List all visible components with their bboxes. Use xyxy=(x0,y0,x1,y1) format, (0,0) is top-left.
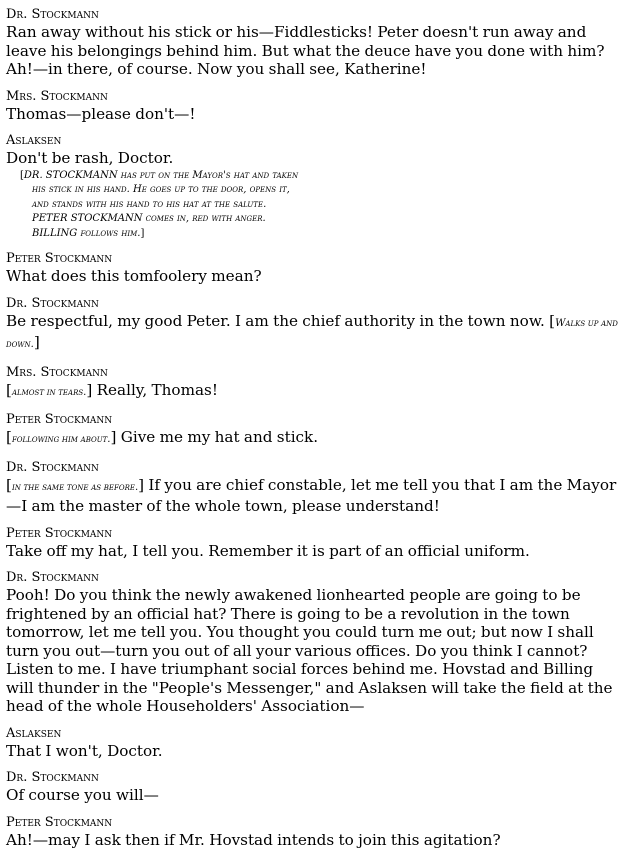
dialogue-line xyxy=(6,786,624,805)
dialogue-line xyxy=(6,23,624,79)
dialogue-text: Pooh! Do you think the newly awakened lionhearted people are going to be frightened by an official hat? There is going to be a revolution in the town tomorrow, let me tell you. You thought you could turn me out; but now I shall turn you out—turn you out of all your various offices. Do you think I cannot? Listen to me. I have triumphant social forces behind me. Hovstad and Billing will thunder in the "People's Messenger," and Aslaksen will take the field at the head of the whole Householders' Association— xyxy=(6,586,612,715)
inline-stage-direction: Walks up and down. xyxy=(6,318,618,351)
dialogue-line xyxy=(6,542,624,561)
dialogue-text: Thomas—please don't—! xyxy=(6,105,195,123)
dialogue-text: Take off my hat, I tell you. Remember it is part of an official uniform. xyxy=(6,542,530,560)
dialogue-text: Ah!—may I ask then if Mr. Hovstad intends to join this agitation? xyxy=(6,831,501,849)
dialogue-text: Of course you will— xyxy=(6,786,159,804)
inline-stage-direction: in the same tone as before. xyxy=(12,482,138,493)
dialogue-line: [in the same tone as before.] If you are chief constable, let me tell you that I am the Mayor—I am the master of the whole town, please understand! xyxy=(6,476,624,516)
speaker-name: Dr. Stockmann xyxy=(6,295,624,312)
dialogue-text: Be respectful, my good Peter. I am the chief authority in the town now. xyxy=(6,312,545,330)
speaker-name: Dr. Stockmann xyxy=(6,569,624,586)
speaker-name: Mrs. Stockmann xyxy=(6,364,624,381)
dialogue-block xyxy=(6,132,624,241)
dialogue-text: If you are chief constable, let me tell you that I am the Mayor—I am the master of the whole town, please understand! xyxy=(6,476,616,516)
dialogue-line xyxy=(6,586,624,716)
dialogue-block xyxy=(6,411,624,450)
dialogue-block xyxy=(6,364,624,403)
stage-direction-line: and stands with his hand to his hat at the salute. xyxy=(32,199,266,210)
speaker-name: Mrs. Stockmann xyxy=(6,88,624,105)
speaker-name: Dr. Stockmann xyxy=(6,459,624,476)
dialogue-block xyxy=(6,814,624,849)
dialogue-block xyxy=(6,725,624,761)
dialogue-text: Give me my hat and stick. xyxy=(121,428,318,446)
speaker-name: Peter Stockmann xyxy=(6,814,624,831)
stage-direction-block: [DR. STOCKMANN has put on the Mayor's hat and taken his stick in his hand. He goes up to the door, opens it, and stands with his hand to his hat at the salute. PETER STOCKMANN comes in, red with anger. BILLING follows him.] xyxy=(20,169,624,242)
dialogue-line xyxy=(6,149,624,168)
dialogue-text: That I won't, Doctor. xyxy=(6,742,163,760)
dialogue-block xyxy=(6,295,624,355)
speaker-name: Peter Stockmann xyxy=(6,525,624,542)
dialogue-block xyxy=(6,6,624,79)
dialogue-line: Be respectful, my good Peter. I am the chief authority in the town now. [Walks up and down.] xyxy=(6,312,624,355)
dialogue-block xyxy=(6,459,624,516)
speaker-name: Aslaksen xyxy=(6,132,624,149)
dialogue-line: [almost in tears.] Really, Thomas! xyxy=(6,381,624,403)
stage-direction-line: PETER STOCKMANN comes in, red with anger. xyxy=(32,213,266,224)
dialogue-line xyxy=(6,742,624,761)
dialogue-block xyxy=(6,569,624,716)
dialogue-block xyxy=(6,250,624,286)
dialogue-line xyxy=(6,105,624,124)
inline-stage-direction: following him about. xyxy=(12,434,111,445)
dialogue-text: Don't be rash, Doctor. xyxy=(6,149,173,167)
stage-direction-line: BILLING follows him. xyxy=(32,228,140,239)
stage-direction-line: DR. STOCKMANN has put on the Mayor's hat and taken xyxy=(24,170,298,181)
inline-stage-direction: almost in tears. xyxy=(12,387,86,398)
speaker-name: Peter Stockmann xyxy=(6,250,624,267)
dialogue-block xyxy=(6,88,624,124)
dialogue-line: [following him about.] Give me my hat and stick. xyxy=(6,428,624,450)
dialogue-line xyxy=(6,267,624,286)
dialogue-text: Ran away without his stick or his—Fiddlesticks! Peter doesn't run away and leave his belongings behind him. But what the deuce have you done with him? Ah!—in there, of course. Now you shall see, Katherine! xyxy=(6,23,605,78)
speaker-name: Peter Stockmann xyxy=(6,411,624,428)
dialogue-line xyxy=(6,831,624,849)
dialogue-text: What does this tomfoolery mean? xyxy=(6,267,262,285)
dialogue-block xyxy=(6,769,624,805)
speaker-name: Dr. Stockmann xyxy=(6,6,624,23)
speaker-name: Dr. Stockmann xyxy=(6,769,624,786)
speaker-name: Aslaksen xyxy=(6,725,624,742)
dialogue-text: Really, Thomas! xyxy=(97,381,218,399)
stage-direction-line: his stick in his hand. He goes up to the door, opens it, xyxy=(32,184,290,195)
dialogue-block xyxy=(6,525,624,561)
